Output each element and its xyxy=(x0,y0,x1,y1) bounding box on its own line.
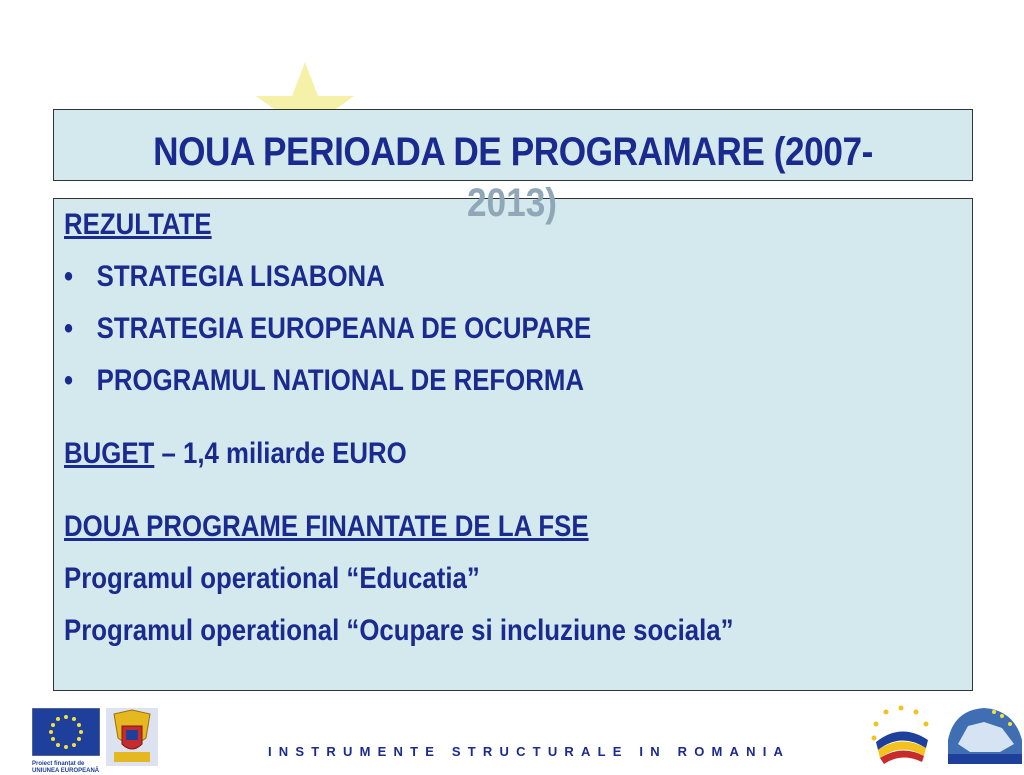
bullet-text: PROGRAMUL NATIONAL DE REFORMA xyxy=(96,364,585,397)
programe-heading xyxy=(64,509,589,545)
program-item: Programul operational “Educatia” xyxy=(64,562,480,595)
programe-heading-text: DOUA PROGRAME FINANTATE DE LA FSE xyxy=(64,510,589,543)
romania-coat-of-arms-icon xyxy=(106,708,158,766)
eu-caption-line1: Proiect finanțat de xyxy=(32,761,85,767)
rezultate-heading-text: REZULTATE xyxy=(64,208,212,241)
page-title: NOUA PERIOADA DE PROGRAMARE (2007- xyxy=(153,130,873,174)
program-item: Programul operational “Ocupare si incluziune sociala” xyxy=(64,614,734,647)
bullet-item xyxy=(64,311,591,347)
bullet-icon: • xyxy=(64,364,74,397)
buget-line xyxy=(64,436,407,472)
event-logo-icon xyxy=(944,700,1024,766)
page-title-overflow: 2013) xyxy=(466,181,558,225)
footer-tagline: INSTRUMENTE STRUCTURALE IN ROMANIA xyxy=(268,744,791,759)
bullet-item xyxy=(64,259,385,295)
eu-flag-icon xyxy=(32,708,100,756)
buget-label: BUGET xyxy=(64,437,155,470)
content-box xyxy=(53,198,973,691)
bullet-item xyxy=(64,363,584,399)
bullet-text: STRATEGIA EUROPEANA DE OCUPARE xyxy=(96,312,592,345)
buget-value: – 1,4 miliarde EURO xyxy=(154,437,407,470)
eu-caption-line2: UNIUNEA EUROPEANĂ xyxy=(32,768,100,774)
eu-caption xyxy=(32,761,100,775)
eu-logo xyxy=(32,708,100,774)
instrumente-structurale-logo-icon xyxy=(866,702,936,766)
title-box xyxy=(53,109,973,181)
bullet-icon: • xyxy=(64,260,74,293)
bullet-text: STRATEGIA LISABONA xyxy=(96,260,385,293)
bullet-icon: • xyxy=(64,312,74,345)
